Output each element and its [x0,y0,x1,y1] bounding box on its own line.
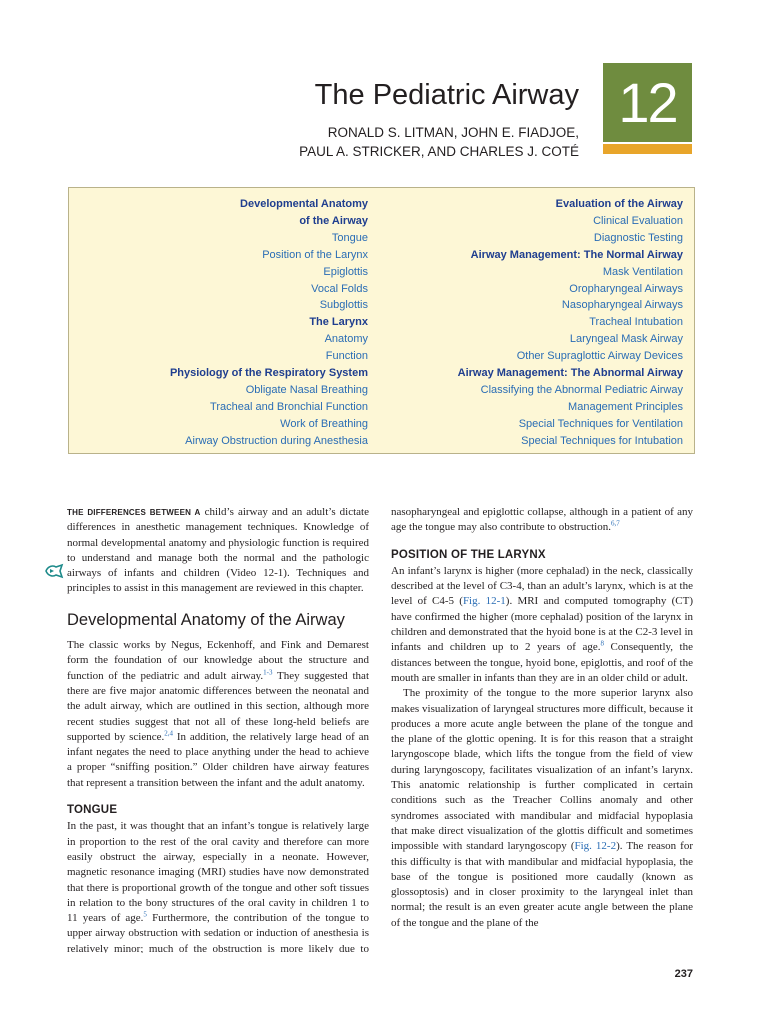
text-run: nasopharyngeal and epiglottic collapse, although in a patient of any age the tongue may also contribute to obstruction. [391,506,693,534]
text-run: In addition, the relatively large head of an infant negates the need to place anything under the head to achieve a proper “sniffing position.” Older children have airway features that represent a transition between the infant and the adult anatomy. [67,730,369,789]
chapter-badge-bar [603,144,692,154]
outline-left-item[interactable]: Function [325,350,368,363]
figure-link[interactable]: Fig. 12-2 [574,840,617,853]
text-run: The proximity of the tongue to the more superior larynx also makes visualization of laryngeal structures more difficult, because it produces a more acute angle between the plane of the tongue and the plane of the glottic opening. It is for this reason that a straight laryngoscope blade, which lifts the tongue from the field of view during laryngoscopy, facilitates visualization of an infant’s larynx. This anatomic relationship is further complicated in certain conditions such as the Treacher Collins anomaly and other syndromes associated with mandibular and midfacial hypoplasia that make direct visualization of the glottis difficult and sometimes impossible with standard laryngoscopy ( [391,687,693,853]
outline-right-item[interactable]: Evaluation of the Airway [555,198,683,210]
outline-left-item[interactable]: Obligate Nasal Breathing [245,383,368,396]
citation-ref[interactable]: 1-3 [263,668,273,677]
citation-ref[interactable]: 2,4 [164,729,173,738]
video-icon[interactable] [44,563,64,579]
outline-right-item[interactable]: Diagnostic Testing [593,231,683,244]
outline-left-item[interactable]: Work of Breathing [280,417,368,430]
outline-right-item[interactable]: Oropharyngeal Airways [569,282,683,295]
text-run: Consequently, the distances between the tongue, hyoid bone, epiglottis, and roof of the mouth are smaller in infants than they are in an older child or adult. [391,641,693,684]
text-run: They suggested that there are five major anatomic differences between the neonatal and the adult airway, which are outlined in this section, although more recent studies suggest that not all of these long-held beliefs are supported by science. [67,669,369,743]
subheading-position-larynx: POSITION OF THE LARYNX [391,548,546,561]
outline-right-item[interactable]: Classifying the Abnormal Pediatric Airway [480,383,683,396]
outline-left-item[interactable]: Tracheal and Bronchial Function [210,400,368,413]
authors-line-2: PAUL A. STRICKER, AND CHARLES J. COTÉ [299,144,579,159]
paragraph-larynx-proximity [391,686,693,931]
outline-left-item[interactable]: Airway Obstruction during Anesthesia [185,434,368,447]
outline-right-item[interactable]: Special Techniques for Ventilation [518,417,683,430]
body-column-left [67,505,369,953]
outline-right-item[interactable]: Nasopharyngeal Airways [561,299,683,312]
continued-wrap [391,505,693,536]
page-number: 237 [674,968,693,980]
text-run: The classic works by Negus, Eckenhoff, and Fink and Demarest form the foundation of our knowledge about the structure and function of the pediatric and adult airway. [67,639,369,682]
section-heading: Developmental Anatomy of the Airway [67,610,345,629]
figure-link[interactable]: Fig. 12-1 [462,595,506,608]
paragraph-classic-works [67,638,369,791]
outline-right-item[interactable]: Airway Management: The Abnormal Airway [457,367,683,380]
paragraph-larynx-position [391,564,693,686]
intro-lead: THE DIFFERENCES BETWEEN A [67,508,201,517]
text-run: ). MRI and computed tomography (CT) have confirmed the higher (more cephalad) position of the larynx in children and demonstrated that the hyoid bone is at the C2-3 level in infants and children up to 2 years of age. [391,595,693,654]
subheading-tongue: TONGUE [67,804,118,817]
body-column-right [391,505,693,965]
paragraph-tongue [67,819,369,953]
outline-right-item[interactable]: Other Supraglottic Airway Devices [516,350,683,363]
outline-left-item[interactable]: Anatomy [324,333,368,346]
outline-right-item[interactable]: Tracheal Intubation [589,316,683,329]
outline-left-item[interactable]: Physiology of the Respiratory System [169,367,368,380]
outline-right-item[interactable]: Special Techniques for Intubation [521,434,683,447]
text-run: Furthermore, the contribution of the tongue to upper airway obstruction with sedation or induction of anesthesia is relatively minor; much of the obstruction is more likely due to [67,912,369,953]
outline-left-item[interactable]: The Larynx [309,316,368,329]
text-run: An infant’s larynx is higher (more cephalad) in the neck, classically described at the level of C3-4, than an adult’s larynx, which is at the level of C4-5 ( [391,564,693,608]
outline-right-item[interactable]: Management Principles [568,400,683,413]
outline-right-item[interactable]: Airway Management: The Normal Airway [470,248,683,261]
outline-left-item[interactable]: Vocal Folds [311,282,368,295]
citation-ref[interactable]: 8 [600,639,604,648]
outline-left-item[interactable]: Developmental Anatomy [240,198,368,210]
citation-ref[interactable]: 6,7 [610,519,620,528]
intro-text: child’s airway and an adult’s dictate differences in anesthetic management techniques. Knowledge of normal developmental anatomy and physiologic function is required to understand and manage both the normal and the pathologic airways of infants and children (Video 12-1). Techniques and principles to assist in this management are reviewed in this chapter. [67,506,369,595]
paragraph-tongue-continued [391,505,693,536]
outline-right-item[interactable]: Clinical Evaluation [593,214,683,227]
outline-right-column [458,196,683,450]
citation-ref[interactable]: 5 [143,910,147,919]
intro-paragraph [67,505,369,597]
outline-left-item[interactable]: of the Airway [299,214,368,227]
authors-line-1: RONALD S. LITMAN, JOHN E. FIADJOE, [327,125,579,140]
outline-right-item[interactable]: Laryngeal Mask Airway [569,333,683,346]
chapter-outline-box [68,187,695,454]
text-run: ). The reason for this difficulty is that with mandibular and midfacial hypoplasia, the base of the tongue is positioned more caudally (known as glossoptosis) and in closer proximity to the laryngeal inlet than normal; the result is an even greater acute angle between the plane of the tongue and the plane of the [391,840,693,929]
chapter-title: The Pediatric Airway [314,79,579,111]
chapter-authors [299,123,579,161]
outline-right-item[interactable]: Mask Ventilation [602,265,683,278]
text-run: In the past, it was thought that an infant’s tongue is relatively large in proportion to the rest of the oral cavity and therefore can more easily obstruct the airway, especially in a neonate. However, magnetic resonance imaging (MRI) studies have now demonstrated that there is proportional growth of the tongue and other soft tissues in relation to the bony structures of the oral cavity in children 1 to 11 years of age. [67,820,369,925]
outline-left-item[interactable]: Position of the Larynx [262,248,368,261]
chapter-number-badge: 12 [603,63,692,142]
outline-left-column [170,196,368,450]
outline-left-item[interactable]: Epiglottis [323,265,368,278]
outline-left-item[interactable]: Subglottis [319,299,368,312]
outline-left-item[interactable]: Tongue [331,231,368,244]
